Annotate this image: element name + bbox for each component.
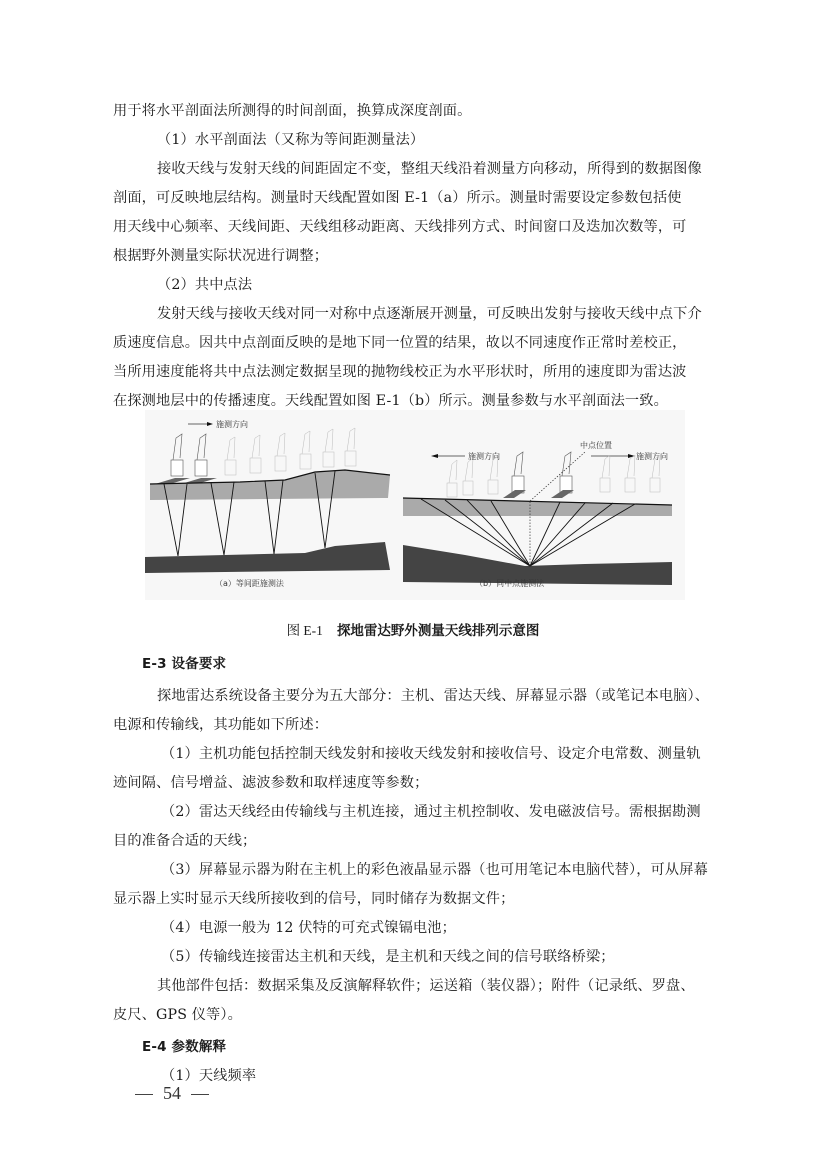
list-item: （1）主机功能包括控制天线发射和接收天线发射和接收信号、设定介电常数、测量轨 <box>161 746 701 762</box>
subheading-horizontal-profile: （1）水平剖面法（又称为等间距测量法） <box>157 132 425 148</box>
antenna-arrangement-diagram <box>145 410 685 600</box>
figure-e1 <box>145 410 685 600</box>
panel-a-sublabel: （a）等间距施测法 <box>215 579 284 588</box>
paragraph-line: 剖面，可反映地层结构。测量时天线配置如图 E-1（a）所示。测量时需要设定参数包括使 <box>113 190 682 206</box>
paragraph-line: 用于将水平剖面法所测得的时间剖面，换算成深度剖面。 <box>113 103 472 119</box>
list-item: （4）电源一般为 12 伏特的可充式镍镉电池； <box>161 920 456 936</box>
midpoint-label: 中点位置 <box>580 441 612 450</box>
direction-label-a: 施测方向 <box>216 420 248 429</box>
paragraph-line: 接收天线与发射天线的间距固定不变，整组天线沿着测量方向移动，所得到的数据图像 <box>157 161 702 177</box>
paragraph-line: 质速度信息。因共中点剖面反映的是地下同一位置的结果，故以不同速度作正常时差校正， <box>113 335 687 351</box>
section-heading-e4: E-4 参数解释 <box>142 1039 227 1055</box>
list-item: （5）传输线连接雷达主机和天线，是主机和天线之间的信号联络桥梁； <box>161 949 615 965</box>
paragraph-line: 在探测地层中的传播速度。天线配置如图 E-1（b）所示。测量参数与水平剖面法一致。 <box>113 393 668 409</box>
list-item: （2）雷达天线经由传输线与主机连接，通过主机控制收、发电磁波信号。需根据勘测 <box>161 804 701 820</box>
paragraph-line: 发射天线与接收天线对同一对称中点逐渐展开测量，可反映出发射与接收天线中点下介 <box>157 306 702 322</box>
figure-caption-number: 图 E-1 <box>286 623 323 638</box>
page-number: 54 <box>163 1083 181 1103</box>
panel-b-sublabel: （b）同中点施测法 <box>475 579 545 588</box>
section-heading-e3: E-3 设备要求 <box>142 656 227 672</box>
direction-label-left: 施测方向 <box>468 452 500 461</box>
paragraph-line: 其他部件包括：数据采集及反演解释软件；运送箱（装仪器）；附件（记录纸、罗盘、 <box>157 978 695 994</box>
list-item: （3）屏幕显示器为附在主机上的彩色液晶显示器（也可用笔记本电脑代替），可从屏幕 <box>161 862 708 878</box>
figure-caption-title: 探地雷达野外测量天线排列示意图 <box>336 623 540 639</box>
direction-label-right: 施测方向 <box>636 452 668 461</box>
paragraph-line: 目的准备合适的天线； <box>113 833 257 849</box>
paragraph-line: 电源和传输线，其功能如下所述： <box>113 717 329 733</box>
paragraph-line: 迹间隔、信号增益、滤波参数和取样速度等参数； <box>113 775 429 791</box>
antenna-box <box>171 460 183 476</box>
figure-caption <box>0 619 826 639</box>
paragraph-line: 根据野外测量实际状况进行调整； <box>113 248 329 264</box>
paragraph-line: 当所用速度能将共中点法测定数据呈现的抛物线校正为水平形状时，所用的速度即为雷达波 <box>113 364 687 380</box>
paragraph-line: 皮尺、GPS 仪等）。 <box>113 1007 242 1023</box>
footer-dash-left <box>135 1094 153 1095</box>
paragraph-line: 显示器上实时显示天线所接收到的信号，同时储存为数据文件； <box>113 891 515 907</box>
page-footer <box>125 1083 219 1104</box>
paragraph-line: 探地雷达系统设备主要分为五大部分：主机、雷达天线、屏幕显示器（或笔记本电脑）、 <box>157 688 710 704</box>
antenna-box <box>195 460 207 476</box>
list-item: （1）天线频率 <box>161 1068 257 1084</box>
subheading-common-midpoint: （2）共中点法 <box>157 277 253 293</box>
footer-dash-right <box>191 1094 209 1095</box>
paragraph-line: 用天线中心频率、天线间距、天线组移动距离、天线排列方式、时间窗口及迭加次数等，可 <box>113 219 687 235</box>
